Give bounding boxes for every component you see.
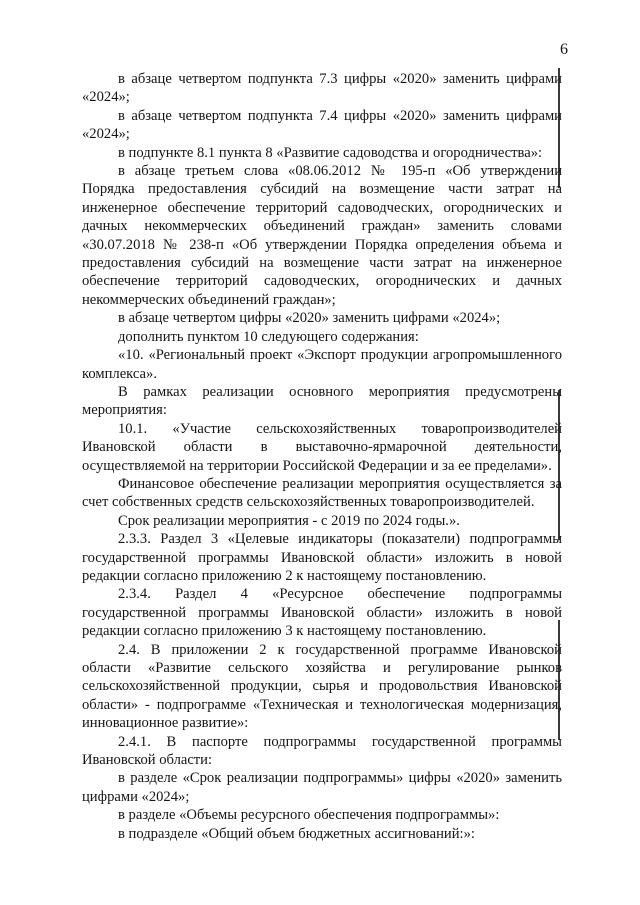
paragraph: 2.4.1. В паспорте подпрограммы государственной программы Ивановской области: bbox=[82, 733, 562, 769]
paragraph: Финансовое обеспечение реализации мероприятия осуществляется за счет собственных средств сельскохозяйственных товаропроизводителей. bbox=[82, 475, 562, 511]
paragraph: в абзаце четвертом подпункта 7.4 цифры «2020» заменить цифрами «2024»; bbox=[82, 107, 562, 143]
page-number: 6 bbox=[560, 41, 568, 58]
paragraph: в разделе «Объемы ресурсного обеспечения подпрограммы»: bbox=[118, 807, 500, 824]
document-body bbox=[82, 70, 562, 843]
paragraph: в абзаце третьем слова «08.06.2012 № 195-п «Об утверждении Порядка предоставления субсидий на возмещение части затрат на инженерное обеспечение территорий садоводческих, огороднических и дачных некоммерческих объединений граждан» заменить словами «30.07.2018 № 238-п «Об утверждении Порядка определения объема и предоставления субсидий на возмещение части затрат на инженерное обеспечение территорий садоводческих, огороднических и дачных некоммерческих объединений граждан»; bbox=[82, 163, 562, 308]
paragraph: 2.3.3. Раздел 3 «Целевые индикаторы (показатели) подпрограммы государственной программы Ивановской области» изложить в новой редакции согласно приложению 2 к настоящему постановлению. bbox=[82, 531, 562, 584]
paragraph: в подразделе «Общий объем бюджетных ассигнований:»: bbox=[118, 825, 475, 842]
paragraph: в разделе «Срок реализации подпрограммы» цифры «2020» заменить цифрами «2024»; bbox=[82, 770, 562, 805]
paragraph: в абзаце четвертом подпункта 7.3 цифры «2020» заменить цифрами «2024»; bbox=[82, 71, 562, 106]
paragraph: «10. «Региональный проект «Экспорт продукции агропромышленного комплекса». bbox=[82, 347, 562, 382]
paragraph: в абзаце четвертом цифры «2020» заменить цифрами «2024»; bbox=[118, 310, 501, 327]
paragraph: Срок реализации мероприятия - с 2019 по 2024 годы.». bbox=[118, 512, 460, 529]
paragraph: В рамках реализации основного мероприятия предусмотрены мероприятия: bbox=[82, 383, 562, 419]
paragraph: 2.3.4. Раздел 4 «Ресурсное обеспечение подпрограммы государственной программы Ивановской области» изложить в новой редакции согласно приложению 3 к настоящему постановлению. bbox=[82, 586, 562, 640]
paragraph: 2.4. В приложении 2 к государственной программе Ивановской области «Развитие сельского хозяйства и регулирование рынков сельскохозяйственной продукции, сырья и продовольствия Ивановской области» - подпрограмме «Техническая и технологическая модернизация, инновационное развитие»: bbox=[82, 641, 562, 732]
paragraph: 10.1. «Участие сельскохозяйственных товаропроизводителей Ивановской области в выставочно-ярмарочной деятельности, осуществляемой на территории Российской Федерации и за ее пределами». bbox=[82, 420, 562, 474]
paragraph: дополнить пунктом 10 следующего содержания: bbox=[118, 328, 419, 345]
paragraph: в подпункте 8.1 пункта 8 «Развитие садоводства и огородничества»: bbox=[118, 144, 543, 161]
